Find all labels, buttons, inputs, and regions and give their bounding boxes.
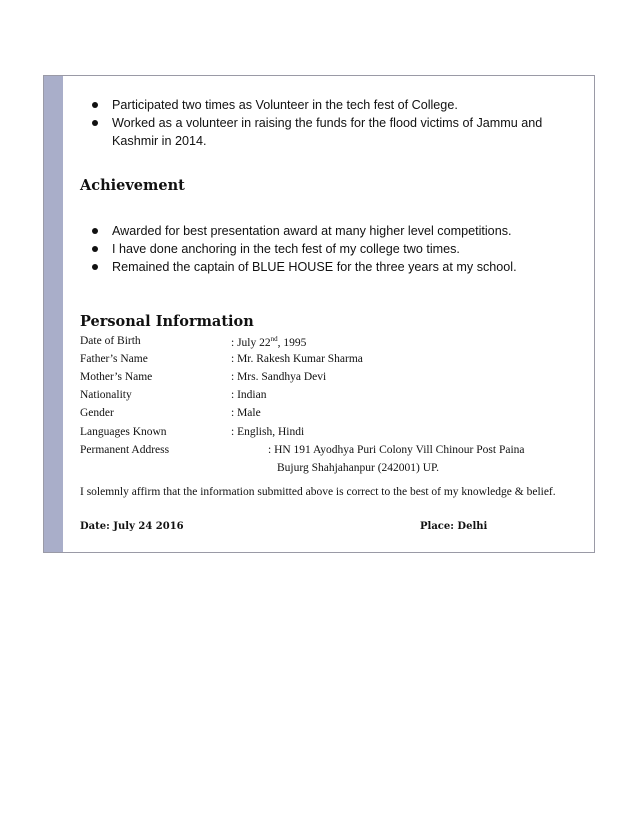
address-line-2: Bujurg Shahjahanpur (242001) UP. xyxy=(277,462,440,474)
bullet-icon xyxy=(92,228,98,234)
resume-page xyxy=(43,75,595,553)
activities-list xyxy=(92,96,552,150)
dob-post: , 1995 xyxy=(277,336,307,349)
list-item-text: Worked as a volunteer in raising the funds for the flood victims of Jammu and Kashmir in 2014. xyxy=(112,116,543,148)
address-label: Permanent Address xyxy=(80,444,170,456)
dob-value xyxy=(231,335,306,349)
bullet-icon xyxy=(92,246,98,252)
footer-date: Date: July 24 2016 xyxy=(80,521,184,532)
achievement-heading: Achievement xyxy=(80,177,185,194)
list-item-text: Remained the captain of BLUE HOUSE for the three years at my school. xyxy=(112,260,517,274)
bullet-icon xyxy=(92,120,98,126)
dob-label: Date of Birth xyxy=(80,335,141,347)
gender-label: Gender xyxy=(80,407,114,419)
list-item-text: Participated two times as Volunteer in the tech fest of College. xyxy=(112,98,458,112)
bullet-icon xyxy=(92,102,98,108)
nationality-value: : Indian xyxy=(231,389,267,401)
mother-label: Mother’s Name xyxy=(80,371,153,383)
mother-value: : Mrs. Sandhya Devi xyxy=(231,371,327,383)
declaration-text: I solemnly affirm that the information submitted above is correct to the best of my knowledge & belief. xyxy=(80,486,556,498)
list-item xyxy=(92,258,517,276)
nationality-label: Nationality xyxy=(80,389,132,401)
personal-info-heading: Personal Information xyxy=(80,313,254,330)
address-line-1: : HN 191 Ayodhya Puri Colony Vill Chinour Post Paina xyxy=(268,444,525,456)
list-item xyxy=(92,222,517,240)
dob-sup: nd xyxy=(270,335,278,343)
dob-pre: : July 22 xyxy=(231,336,271,349)
gender-value: : Male xyxy=(231,407,261,419)
footer-place: Place: Delhi xyxy=(420,521,488,532)
languages-value: : English, Hindi xyxy=(231,426,305,438)
father-value: : Mr. Rakesh Kumar Sharma xyxy=(231,353,363,365)
list-item xyxy=(92,240,517,258)
bullet-icon xyxy=(92,264,98,270)
list-item xyxy=(92,96,552,114)
father-label: Father’s Name xyxy=(80,353,148,365)
side-accent-bar xyxy=(44,76,63,552)
list-item-text: Awarded for best presentation award at many higher level competitions. xyxy=(112,224,512,238)
list-item xyxy=(92,114,552,150)
languages-label: Languages Known xyxy=(80,426,167,438)
list-item-text: I have done anchoring in the tech fest of my college two times. xyxy=(112,242,460,256)
achievement-list xyxy=(92,222,517,276)
